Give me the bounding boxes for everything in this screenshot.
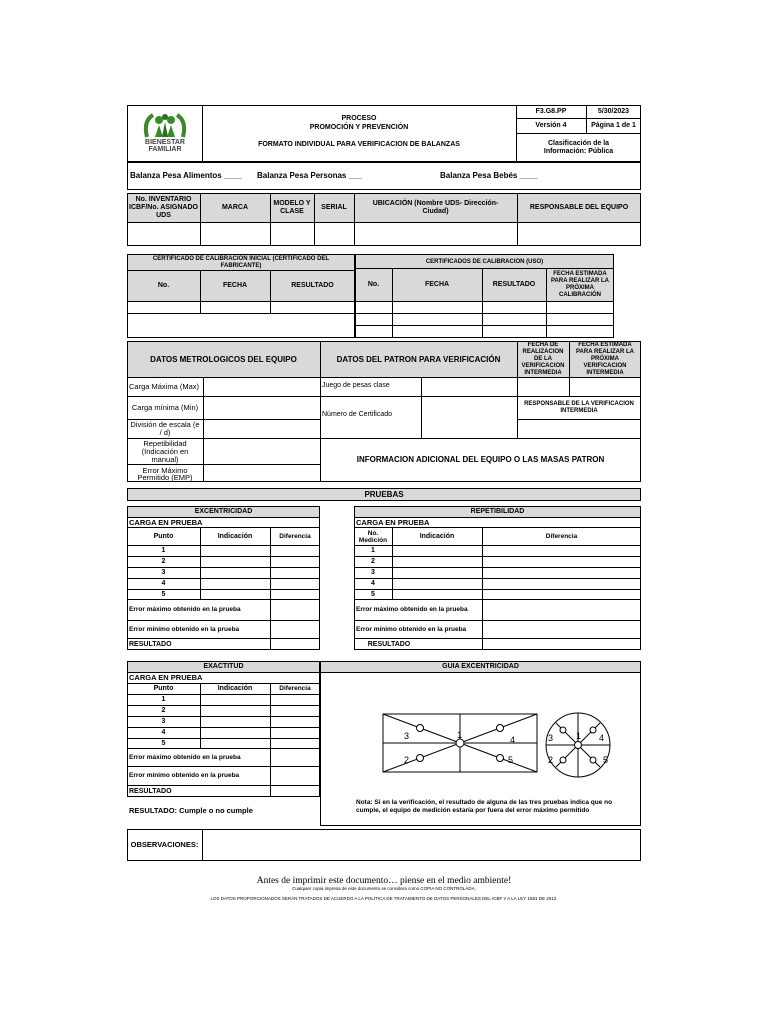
ecc-row-5: 5 — [161, 590, 166, 598]
ecc-row-1: 1 — [161, 547, 166, 554]
footer-line-3: LOS DATOS PROPORCIONADOS SERÁN TRATADOS DE ACUERDO A LA POLÍTICA DE TRATAMIENTO DE DATOS PERSONALES DEL ICBF Y A LA LEY 1581 DE 2012. — [210, 895, 558, 901]
rep-max-error: Error máximo obtenido en la prueba — [356, 606, 468, 613]
ecc-col-point: Punto — [153, 532, 174, 540]
guide-rect-label-2: 2 — [404, 755, 410, 765]
use-col-result: RESULTADO — [492, 281, 536, 288]
result-note: RESULTADO: Cumple o no cumple — [129, 806, 253, 815]
repeatability-title: REPETIBILIDAD — [470, 508, 525, 515]
form-page: Página 1 de 1 — [591, 122, 636, 129]
metrology-equip-title: DATOS METROLOGICOS DEL EQUIPO — [150, 354, 297, 364]
exa-row-1: 1 — [161, 696, 166, 703]
calibration-initial-title: CERTIFICADO DE CALIBRACION INICIAL (CERTIFICADO DEL FABRICANTE) — [152, 255, 330, 269]
intermediate-date: FECHA DE REALIZACION DE LA VERIFICACION INTERMEDIA — [521, 342, 565, 376]
exa-max-error: Error máximo obtenido en la prueba — [129, 753, 241, 761]
next-intermediate: FECHA ESTIMADA PARA REALIZAR LA PRÓXIMA VERIFICACION INTERMEDIA — [576, 342, 634, 376]
max-error-label: Error Máximo Permitido (EMP) — [137, 465, 193, 482]
ecc-row-4: 4 — [161, 580, 166, 587]
rep-min-error: Error mínimo obtenido en la prueba — [356, 625, 467, 633]
rep-row-2: 2 — [371, 558, 375, 565]
footer-line-2: Cualquier copia impresa de este documento se considera como COPIA NO CONTROLADA. — [292, 885, 476, 891]
tests-title: PRUEBAS — [364, 489, 404, 499]
exa-row-4: 4 — [161, 729, 166, 736]
guide-circle-label-3: 3 — [548, 733, 554, 743]
guide-circle-label-2: 2 — [548, 755, 554, 765]
logo-text-2: FAMILIAR — [148, 146, 182, 153]
repeatability-load: CARGA EN PRUEBA — [356, 517, 430, 527]
exa-result: RESULTADO — [129, 787, 172, 795]
guide-rect-label-4: 4 — [510, 735, 516, 745]
exactitude-title: EXACTITUD — [203, 663, 244, 670]
rep-col-measure: No. Medición — [358, 529, 388, 544]
form-title: FORMATO INDIVIDUAL PARA VERIFICACION DE BALANZAS — [258, 141, 460, 148]
use-col-date: FECHA — [424, 281, 450, 288]
scale-persons[interactable]: Balanza Pesa Personas ___ — [257, 171, 362, 180]
repeatability-label: Repetibilidad (Indicación en manual) — [141, 438, 189, 464]
observations-input[interactable] — [203, 830, 640, 860]
calibration-use-title: CERTIFICADOS DE CALIBRACION (USO) — [425, 258, 544, 265]
ecc-col-indication: Indicación — [217, 532, 253, 540]
exa-col-difference: Diferencia — [279, 684, 311, 692]
col-location: UBICACIÓN (Nombre UDS- Dirección- Ciudad) — [372, 200, 499, 215]
eccentricity-load: CARGA EN PRUEBA — [129, 517, 203, 527]
use-col-no: No. — [367, 281, 380, 288]
form-date: 5/30/2023 — [597, 108, 630, 115]
exa-min-error: Error mínimo obtenido en la prueba — [129, 772, 240, 779]
col-serial: SERIAL — [321, 204, 347, 211]
ecc-result: RESULTADO — [129, 640, 172, 648]
exa-col-indication: Indicación — [217, 684, 253, 692]
guide-rect-label-1: 1 — [457, 730, 463, 740]
exactitude-load: CARGA EN PRUEBA — [129, 673, 203, 682]
process-label: PROCESO — [341, 115, 377, 122]
rep-row-4: 4 — [371, 580, 375, 587]
logo-text-1: BIENESTAR — [145, 139, 185, 146]
ecc-col-difference: Diferencia — [279, 532, 311, 540]
guide-circle-label-5: 5 — [603, 755, 609, 765]
form-code: F3.G8.PP — [535, 108, 567, 115]
process-name: PROMOCIÓN Y PREVENCIÓN — [309, 124, 409, 131]
ecc-row-2: 2 — [161, 558, 166, 565]
exa-col-point: Punto — [153, 684, 174, 692]
eccentricity-title: EXCENTRICIDAD — [194, 508, 253, 515]
eccentricity-rect-diagram — [382, 713, 538, 773]
initial-col-no: No. — [157, 282, 170, 289]
scale-food[interactable]: Balanza Pesa Alimentos ____ — [130, 171, 242, 180]
guide-rect-label-5: 5 — [508, 755, 514, 765]
observations-label: OBSERVACIONES: — [130, 840, 199, 849]
guide-circle-label-1: 1 — [576, 731, 582, 741]
logo-people-icon — [135, 111, 195, 141]
classification: Clasificación de la Información: Pública — [543, 139, 614, 155]
exa-row-3: 3 — [161, 718, 166, 725]
guide-note: Nota: Si en la verificación, el resultado de alguna de las tres pruebas indica que no cumple, el equipo de medición estaría por fuera del error máximo permitido — [356, 799, 613, 814]
additional-info: INFORMACION ADICIONAL DEL EQUIPO O LAS MASAS PATRON — [356, 455, 605, 464]
initial-col-date: FECHA — [222, 282, 248, 289]
ecc-max-error: Error máximo obtenido en la prueba — [129, 606, 241, 613]
eccentricity-guide-title: GUIA EXCENTRICIDAD — [442, 663, 519, 670]
exa-row-2: 2 — [161, 707, 166, 714]
ecc-row-3: 3 — [161, 569, 166, 576]
rep-row-1: 1 — [371, 547, 375, 554]
max-load-label: Carga Máxima (Max) — [129, 382, 200, 391]
rep-row-3: 3 — [371, 569, 375, 576]
rep-row-5: 5 — [371, 590, 375, 598]
weights-set-label: Juego de pesas clase — [322, 382, 390, 389]
intermediate-responsible: RESPONSABLE DE LA VERIFICACION INTERMEDIA — [524, 401, 634, 414]
col-model: MODELO Y CLASE — [273, 200, 311, 215]
col-inventory: No. INVENTARIO ICBF/No. ASIGNADO UDS — [129, 196, 198, 219]
form-version: Versión 4 — [535, 122, 567, 129]
initial-col-result: RESULTADO — [291, 282, 334, 289]
exa-row-5: 5 — [161, 739, 166, 747]
guide-circle-label-4: 4 — [599, 733, 605, 743]
col-brand: MARCA — [221, 204, 249, 211]
cert-number-label: Número de Certificado — [322, 411, 393, 418]
footer-line-1: Antes de imprimir este documento… piense en el medio ambiente! — [256, 875, 512, 886]
use-col-next: FECHA ESTIMADA PARA REALIZAR LA PRÓXIMA CALIBRACIÓN — [551, 271, 609, 298]
rep-col-indication: Indicación — [419, 532, 455, 540]
scale-babies[interactable]: Balanza Pesa Bebés ____ — [440, 171, 538, 180]
rep-result: RESULTADO — [367, 640, 411, 648]
ecc-min-error: Error mínimo obtenido en la prueba — [129, 625, 240, 633]
min-load-label: Carga mínima (Min) — [131, 403, 199, 412]
metrology-pattern-title: DATOS DEL PATRON PARA VERIFICACIÓN — [336, 354, 501, 364]
icbf-logo — [135, 111, 195, 157]
eccentricity-circle-diagram — [542, 711, 614, 779]
guide-rect-label-3: 3 — [404, 731, 410, 741]
col-responsible: RESPONSABLE DEL EQUIPO — [529, 204, 629, 211]
scale-division-label: División de escala (e / d) — [130, 420, 200, 437]
rep-col-difference: Diferencia — [545, 532, 578, 540]
